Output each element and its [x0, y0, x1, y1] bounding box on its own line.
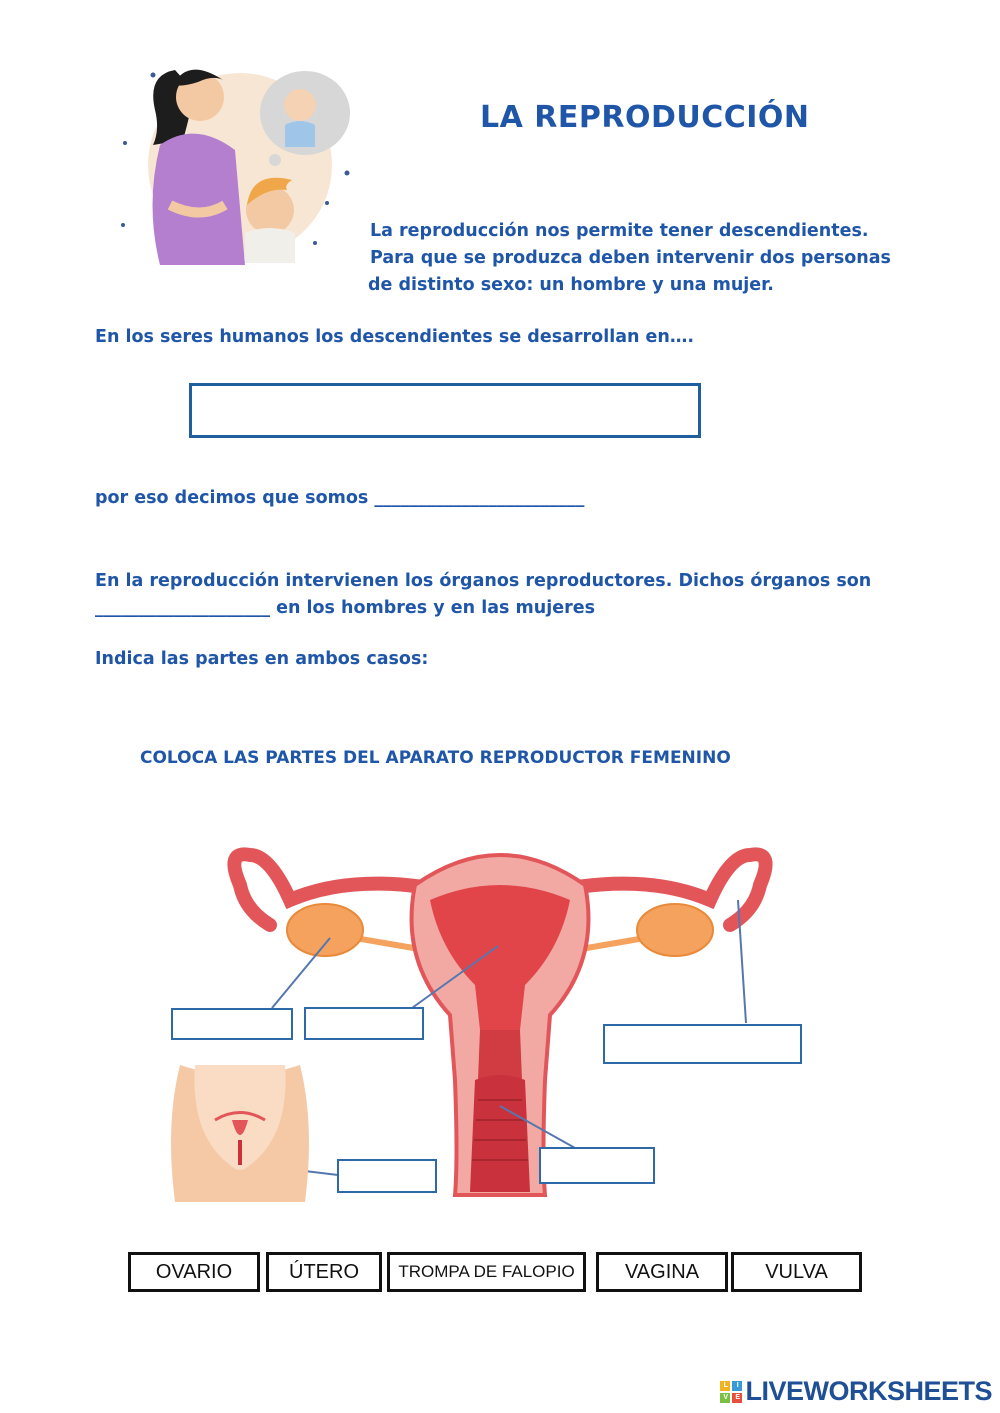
mother-child-illustration — [115, 55, 365, 270]
intro-line-2: Para que se produzca deben intervenir dos personas — [370, 248, 891, 268]
word-vagina[interactable]: VAGINA — [596, 1252, 728, 1292]
section-title: COLOCA LAS PARTES DEL APARATO REPRODUCTOR FEMENINO — [140, 748, 731, 768]
label-box-ovario[interactable] — [171, 1008, 293, 1040]
intro-line-3: de distinto sexo: un hombre y una mujer. — [368, 275, 774, 295]
page-title: LA REPRODUCCIÓN — [480, 100, 810, 135]
word-vulva[interactable]: VULVA — [731, 1252, 862, 1292]
word-trompa-de-falopio[interactable]: TROMPA DE FALOPIO — [387, 1252, 586, 1292]
logo-text: LIVEWORKSHEETS — [745, 1376, 992, 1406]
label-box-vulva[interactable] — [337, 1159, 437, 1193]
question-3-line-2: ____________________ en los hombres y en las mujeres — [95, 598, 596, 618]
left-ovary — [287, 904, 363, 956]
question-2: por eso decimos que somos ________________________ — [95, 488, 585, 508]
label-box-trompa[interactable] — [603, 1024, 802, 1064]
word-ovario[interactable]: OVARIO — [128, 1252, 260, 1292]
answer-input-1[interactable] — [189, 383, 701, 438]
liveworksheets-logo — [720, 1376, 992, 1407]
question-3-line-1: En la reproducción intervienen los órganos reproductores. Dichos órganos son — [95, 571, 872, 591]
label-box-utero[interactable] — [304, 1007, 424, 1040]
right-ovary — [637, 904, 713, 956]
intro-paragraph — [368, 218, 891, 299]
label-box-vagina[interactable] — [539, 1147, 655, 1184]
word-utero[interactable]: ÚTERO — [266, 1252, 382, 1292]
logo-icon: L I V E — [720, 1381, 742, 1403]
intro-line-1: La reproducción nos permite tener descendientes. — [370, 221, 869, 241]
question-1: En los seres humanos los descendientes se desarrollan en…. — [95, 327, 695, 347]
body-silhouette — [160, 1065, 320, 1202]
vagina — [470, 1075, 530, 1192]
question-3 — [95, 568, 871, 622]
question-4: Indica las partes en ambos casos: — [95, 649, 429, 669]
